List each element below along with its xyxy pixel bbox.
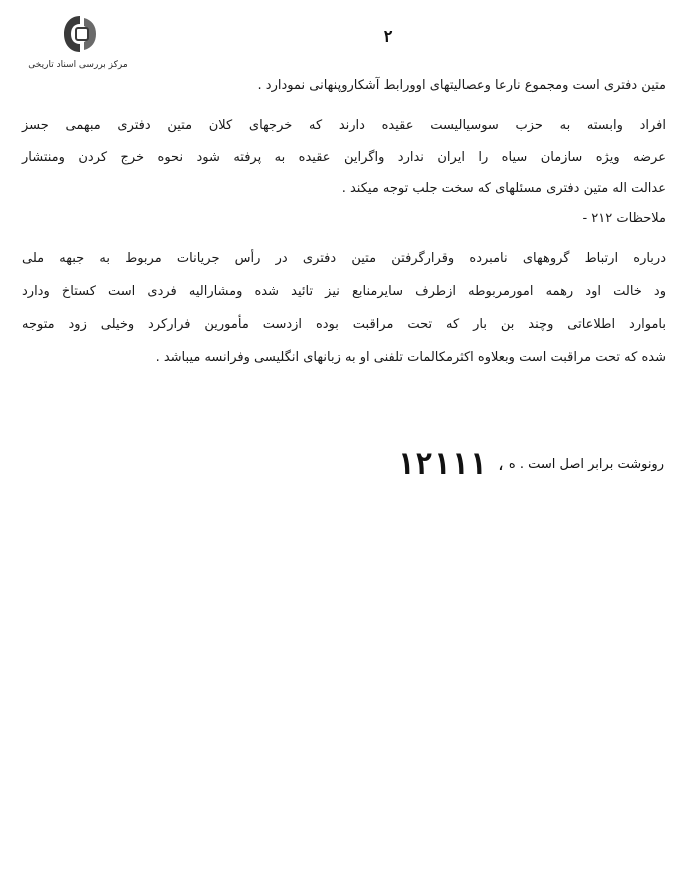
certification-comma: ، (497, 454, 504, 475)
body-line-8: باموارد اطلاعاتی وچند بن بار که تحت مراقبت بوده ازدست مأمورین فرارکرد وخیلی زود متوجه (22, 317, 666, 332)
body-line-6: درباره ارتباط گروههای نامبرده وقرارگرفتن متین دفتری در رأس جریانات مربوط به جبهه ملی (22, 251, 666, 266)
archive-emblem-icon (62, 14, 98, 54)
body-line-3: عرضه ویژه سازمان سیاه را ایران ندارد واگراین عقیده به پرفته شود نحوه خرج کردن ومنتشار (22, 150, 666, 165)
archive-logo (18, 14, 138, 76)
page-number: ۲ (383, 27, 393, 46)
body-line-7: ود خالت اود رهمه امورمربوطه ازطرف سایرمنابع نیز تائید شده ومشارالیه فردی است کستاخ ودارد (22, 284, 666, 299)
certification-line (397, 447, 664, 482)
body-line-1: متین دفتری است ومجموع نارعا وعصاليتهاى اوورابط آشكاروپنهانى نمودارد . (257, 78, 666, 93)
archive-logo-text: مرکز بررسی اسناد تاریخی (28, 60, 128, 70)
body-line-4: عدالت اله متین دفتری مسئلهای که سخت جلب توجه میکند . (341, 181, 666, 196)
notes-heading: ملاحظات ۲۱۲ - (582, 211, 666, 226)
reference-number: ١٢١١١ (396, 447, 487, 482)
body-line-9: شده که تحت مراقبت است وبعلاوه اکثرمکالمات تلفنی او به زبانهای انگلیسی وفرانسه میباشد . (155, 350, 666, 365)
body-line-2: افراد وابسته به حزب سوسیالیست عقیده دارند که خرجهای کلان متین دفتری مبهمی جسز (22, 118, 666, 133)
certification-text: رونوشت برابر اصل است . ه (508, 457, 664, 472)
